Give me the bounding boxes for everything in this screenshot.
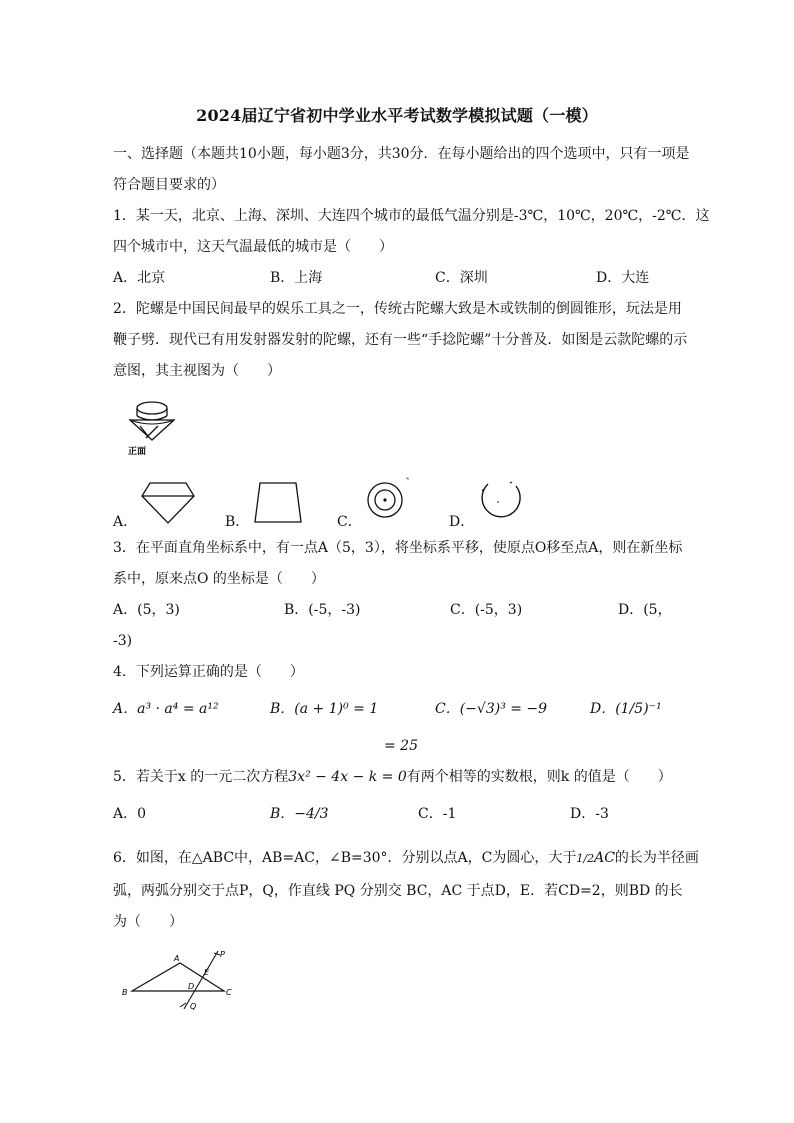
q2-figure-label: 正面 — [128, 447, 147, 457]
q2-option-d: D． — [449, 514, 475, 530]
q1-option-d: D．大连 — [596, 270, 650, 286]
q3-text-line2: 系中，原来点O 的坐标是（ ） — [113, 571, 325, 587]
q2-text-line3: 意图，其主视图为（ ） — [113, 363, 281, 379]
q5-text-prefix: 5．若关于x 的一元二次方程 — [113, 769, 289, 785]
q5-text-suffix: 有两个相等的实数根，则k 的值是（ ） — [406, 769, 672, 785]
q6-label-c: C — [226, 988, 232, 997]
q6-triangle-figure — [118, 945, 248, 1015]
q2-option-d-figure — [476, 478, 526, 526]
q4-option-d-continued: = 25 — [384, 738, 418, 754]
q1-option-c: C．深圳 — [435, 270, 488, 286]
q2-option-c-figure — [363, 476, 413, 526]
q5-option-b: B．−4/3 — [270, 806, 329, 822]
q4-option-a: A．a³ · a⁴ = a¹² — [113, 701, 219, 717]
q6-text-line2: 弧，两弧分别交于点P，Q，作直线 PQ 分别交 BC，AC 于点D，E．若CD=2，则BD 的长 — [113, 883, 683, 899]
q2-option-b-figure — [252, 480, 304, 526]
section-instructions-line2: 符合题目要求的） — [113, 177, 225, 193]
section-instructions-line1: 一、选择题（本题共10小题，每小题3分，共30分．在每小题给出的四个选项中，只有一项是 — [113, 146, 690, 162]
q4-option-c: C．(−√3)³ = −9 — [435, 701, 548, 717]
q2-text-line2: 鞭子劈．现代已有用发射器发射的陀螺，还有一些“手捻陀螺”十分普及．如图是云款陀螺的示 — [113, 332, 688, 348]
q3-option-d-continued: -3) — [113, 633, 133, 649]
q1-text-line2: 四个城市中，这天气温最低的城市是（ ） — [113, 239, 393, 255]
q3-option-b: B．(-5，-3) — [284, 602, 361, 618]
q3-text-line1: 3．在平面直角坐标系中，有一点A（5，3），将坐标系平移，使原点O移至点A，则在新坐标 — [113, 540, 683, 556]
q4-option-b: B．(a + 1)⁰ = 1 — [270, 701, 379, 717]
q6-label-p: P — [220, 950, 225, 959]
q5-equation: 3x² − 4x − k = 0 — [288, 769, 407, 785]
q5-option-a: A．0 — [113, 806, 147, 822]
q2-top-figure — [124, 398, 184, 458]
q4-text-line1: 4．下列运算正确的是（ ） — [113, 664, 304, 680]
q6-label-b: B — [122, 988, 128, 997]
q6-text-line1 — [113, 848, 699, 869]
q6-label-e: E — [204, 968, 210, 977]
q6-text-suffix: 的长为半径画 — [614, 850, 699, 866]
q2-option-b: B． — [225, 514, 250, 530]
q6-fraction: 1/2 — [576, 852, 595, 865]
q3-option-d: D．(5， — [618, 602, 672, 618]
q5-option-d: D．-3 — [570, 806, 609, 822]
q5-option-c: C．-1 — [418, 806, 457, 822]
q1-option-a: A．北京 — [113, 270, 166, 286]
q4-option-d: D．(1/5)⁻¹ — [590, 701, 662, 717]
q6-label-d: D — [188, 982, 195, 991]
page-title: 2024届辽宁省初中学业水平考试数学模拟试题（一模） — [196, 106, 598, 125]
q6-text-prefix: 6．如图，在△ABC中，AB=AC，∠B=30°．分别以点A，C为圆心，大于 — [113, 850, 577, 866]
q3-option-a: A．(5，3) — [113, 602, 180, 618]
q2-option-a: A． — [113, 514, 138, 530]
q2-text-line1: 2．陀螺是中国民间最早的娱乐工具之一，传统古陀螺大致是木或铁制的倒圆锥形，玩法是用 — [113, 301, 682, 317]
q6-label-q: Q — [190, 1002, 197, 1011]
q6-ac: AC — [594, 850, 615, 866]
q6-text-line3: 为（ ） — [113, 914, 183, 930]
q2-option-c: C． — [337, 514, 362, 530]
q3-option-c: C．(-5，3) — [450, 602, 523, 618]
q6-label-a: A — [174, 954, 180, 963]
q5-text-line1 — [113, 767, 672, 787]
q1-option-b: B．上海 — [270, 270, 323, 286]
q2-option-a-figure — [140, 480, 196, 526]
q1-text-line1: 1．某一天，北京、上海、深圳、大连四个城市的最低气温分别是-3℃，10℃，20℃，-2℃．这 — [113, 208, 710, 224]
